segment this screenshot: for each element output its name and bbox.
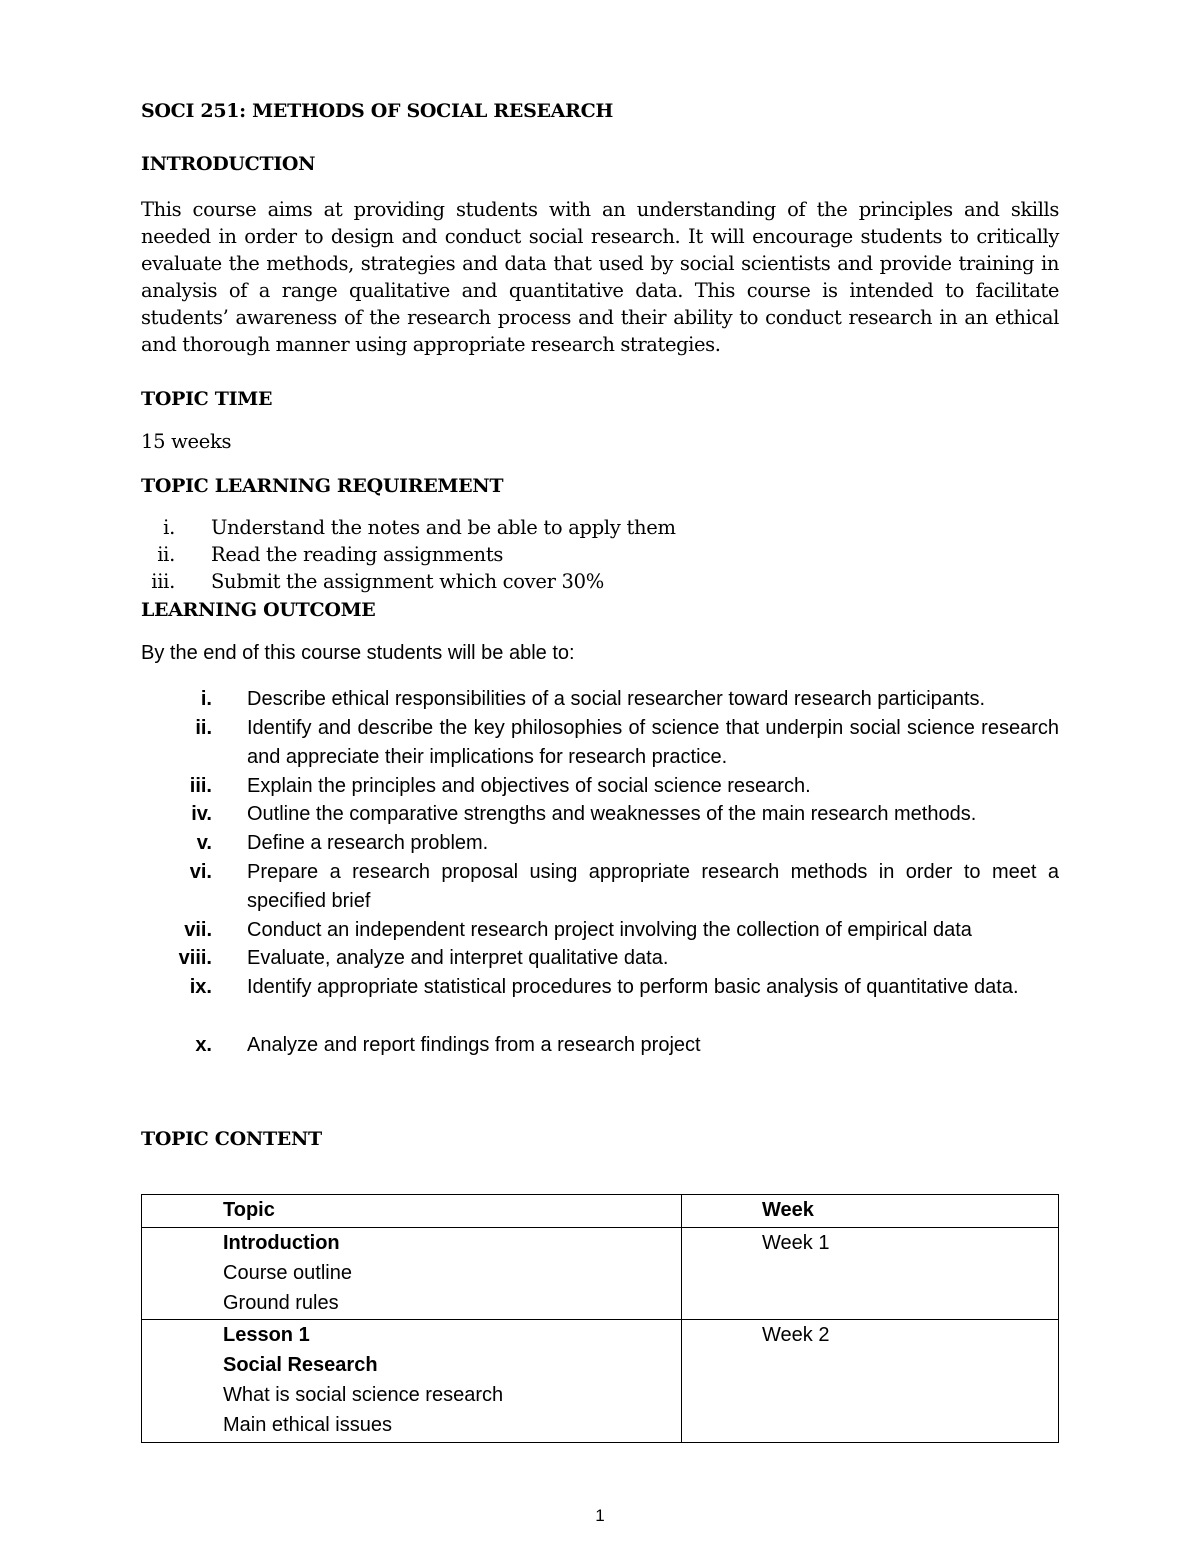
list-item-number: v. [196,832,212,854]
list-item-text: Submit the assignment which cover 30% [211,570,604,593]
topic-subitem: What is social science research [223,1384,504,1406]
introduction-heading: INTRODUCTION [141,153,316,175]
list-item-number: viii. [178,947,212,969]
table-header-week: Week [762,1199,814,1221]
learning-requirement-heading: TOPIC LEARNING REQUIREMENT [141,475,504,497]
list-item-number: ii. [157,543,175,566]
table-cell-topic [142,1320,682,1443]
table-row [142,1320,1059,1443]
list-item-text: Understand the notes and be able to apply them [211,516,676,539]
week-label: Week 1 [762,1232,830,1254]
list-item-number: i. [163,516,175,539]
topic-title: Introduction [223,1232,340,1254]
learning-outcome-heading: LEARNING OUTCOME [141,599,376,621]
list-item [0,570,1200,597]
list-item-number: iii. [151,570,175,593]
table-header-row [142,1195,1059,1228]
list-item-text: Describe ethical responsibilities of a social researcher toward research participants. [247,688,986,710]
list-item-text: Identify and describe the key philosophies of science that underpin social science research and appreciate their implications for research practice. [247,717,1059,768]
introduction-body: This course aims at providing students with an understanding of the principles and skills needed in order to design and conduct social research. It will encourage students to critically evaluate the methods, strategies and data that used by social scientists and provide training in analysis of a range qualitative and quantitative data. This course is intended to facilitate students’ awareness of the research process and their ability to conduct research in an ethical and thorough manner using appropriate research strategies. [141,198,1059,356]
page-number: 1 [595,1506,605,1525]
list-item-number: iii. [189,775,212,797]
table-cell-week [682,1228,1059,1320]
table-header-cell [682,1195,1059,1228]
table-cell-topic [142,1228,682,1320]
topic-subitem: Ground rules [223,1292,339,1314]
table-row [142,1228,1059,1320]
list-item-number: vi. [189,861,212,883]
list-item [0,543,1200,570]
topic-subitem: Main ethical issues [223,1414,392,1436]
document-title: SOCI 251: METHODS OF SOCIAL RESEARCH [141,100,614,122]
topic-subitem: Course outline [223,1262,352,1284]
list-item-text: Explain the principles and objectives of social science research. [247,775,811,797]
topic-time-value: 15 weeks [141,430,232,453]
list-item [0,516,1200,543]
week-label: Week 2 [762,1324,830,1346]
list-item-text: Outline the comparative strengths and weaknesses of the main research methods. [247,803,977,825]
list-item-number: ii. [195,717,212,739]
list-item-number: vii. [184,919,212,941]
list-item-text: Identify appropriate statistical procedures to perform basic analysis of quantitative data. [247,976,1019,998]
table-cell-week [682,1320,1059,1443]
topic-title: Social Research [223,1354,378,1376]
topic-content-heading: TOPIC CONTENT [141,1128,322,1150]
list-item-text: Prepare a research proposal using appropriate research methods in order to meet a specified brief [247,861,1059,912]
list-item-text: Evaluate, analyze and interpret qualitative data. [247,947,669,969]
list-item-number: i. [200,688,212,710]
list-item-number: ix. [189,976,212,998]
table-header-topic: Topic [223,1199,275,1221]
list-item-number: x. [195,1034,212,1056]
list-item-text: Define a research problem. [247,832,489,854]
list-item-number: iv. [191,803,212,825]
list-item-text: Analyze and report findings from a research project [247,1034,701,1056]
topic-content-table [141,1194,1059,1443]
table-header-cell [142,1195,682,1228]
list-item-text: Conduct an independent research project involving the collection of empirical data [247,919,972,941]
list-item-text: Read the reading assignments [211,543,504,566]
topic-time-heading: TOPIC TIME [141,388,273,410]
topic-title: Lesson 1 [223,1324,310,1346]
learning-outcome-intro: By the end of this course students will be able to: [141,642,575,664]
